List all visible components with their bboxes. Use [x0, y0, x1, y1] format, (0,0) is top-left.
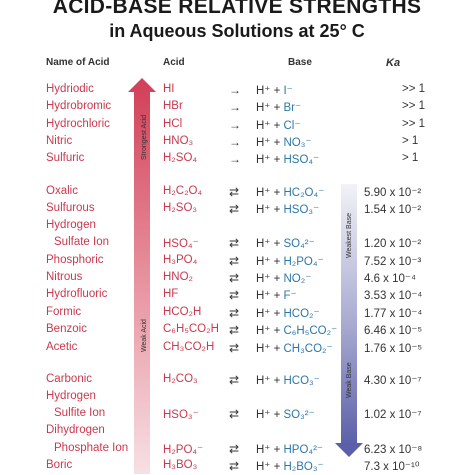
conjugate-base [256, 373, 320, 387]
table-row [0, 323, 474, 339]
acid-name: Dihydrogen [46, 424, 105, 436]
acid-name: Carbonic [46, 373, 93, 385]
weak-acid-label: Weak Acid [141, 319, 148, 352]
proton-label: H⁺ + [256, 120, 284, 132]
reaction-arrow-icon: ⇄ [229, 341, 240, 355]
table-row [0, 135, 474, 151]
acid-formula: H₂C₂O₄ [163, 185, 203, 197]
reaction-arrow-icon: ⇄ [229, 323, 240, 337]
reaction-arrow-icon: ⇄ [229, 373, 240, 387]
reaction-arrow-icon: ⇄ [229, 236, 240, 250]
conjugate-base [256, 236, 315, 250]
base-formula: Cl⁻ [283, 120, 301, 132]
reaction-arrow-icon: ⇄ [229, 185, 240, 199]
acid-formula: H₂CO₃ [163, 373, 198, 385]
proton-label: H⁺ + [256, 85, 284, 97]
acid-name: Sulfuric [46, 152, 85, 164]
proton-label: H⁺ + [256, 308, 284, 320]
acid-name: Hydrofluoric [46, 288, 108, 300]
proton-label: H⁺ + [256, 137, 284, 149]
ka-value: 4.6 x 10⁻⁴ [364, 273, 416, 285]
ka-value: 3.53 x 10⁻⁴ [364, 290, 423, 302]
proton-label: H⁺ + [256, 273, 284, 285]
proton-label: H⁺ + [256, 187, 284, 199]
conjugate-base [256, 407, 315, 421]
proton-label: H⁺ + [256, 238, 284, 250]
weakest-base-label: Weakest Base [346, 212, 353, 258]
conjugate-base [256, 341, 333, 355]
proton-label: H⁺ + [256, 204, 284, 216]
acid-name: Sulfite Ion [54, 407, 106, 419]
acid-name: Phosphate Ion [54, 442, 129, 454]
proton-label: H⁺ + [256, 325, 284, 337]
proton-label: H⁺ + [256, 343, 284, 355]
reaction-arrow-icon: ⇄ [229, 271, 240, 285]
acid-name: Hydrochloric [46, 118, 110, 130]
ka-value: 7.52 x 10⁻³ [364, 256, 422, 268]
acid-formula: HI [163, 83, 175, 95]
acid-name: Sulfate Ion [54, 236, 109, 248]
acid-formula: HSO₄⁻ [163, 238, 199, 250]
ka-value: 1.76 x 10⁻⁵ [364, 343, 423, 355]
conjugate-base [256, 202, 319, 216]
conjugate-base [256, 323, 337, 337]
ka-value: 6.23 x 10⁻⁸ [364, 444, 423, 456]
acid-formula: C₆H₅CO₂H [163, 323, 219, 335]
table-row [0, 390, 474, 406]
base-formula: HCO₂⁻ [283, 308, 320, 320]
table-row [0, 202, 474, 218]
acid-name: Hydrogen [46, 390, 96, 402]
ka-value: 1.20 x 10⁻² [364, 238, 422, 250]
base-formula: HSO₃⁻ [283, 204, 320, 216]
reaction-arrow-icon: ⇄ [229, 407, 240, 421]
acid-name: Sulfurous [46, 202, 95, 214]
acid-name: Phosphoric [46, 254, 104, 266]
conjugate-base [256, 442, 323, 456]
conjugate-base [256, 152, 319, 166]
header-acid: Acid [163, 57, 185, 68]
reaction-arrow-icon: ⇄ [229, 306, 240, 320]
acid-formula: CH₃CO₂H [163, 341, 215, 353]
conjugate-base [256, 100, 301, 114]
acid-formula: HNO₃ [163, 135, 194, 147]
base-formula: HSO₄⁻ [283, 154, 320, 166]
table-row [0, 236, 474, 252]
proton-label: H⁺ + [256, 256, 284, 268]
reaction-arrow-icon: → [229, 118, 241, 132]
acid-formula: H₃BO₃ [163, 459, 198, 471]
conjugate-base [256, 271, 311, 285]
table-row [0, 152, 474, 168]
acid-name: Oxalic [46, 185, 78, 197]
proton-label: H⁺ + [256, 290, 284, 302]
proton-label: H⁺ + [256, 444, 284, 456]
base-formula: HC₂O₄⁻ [283, 187, 325, 199]
conjugate-base [256, 459, 324, 473]
proton-label: H⁺ + [256, 375, 284, 387]
acid-name: Formic [46, 306, 82, 318]
conjugate-base [256, 118, 300, 132]
base-formula: HPO₄²⁻ [283, 444, 323, 456]
acid-name: Acetic [46, 341, 78, 353]
reaction-arrow-icon: ⇄ [229, 254, 240, 268]
ka-value: 7.3 x 10⁻¹⁰ [364, 461, 420, 473]
acid-formula: HF [163, 288, 179, 300]
acid-name: Benzoic [46, 323, 87, 335]
conjugate-base [256, 185, 324, 199]
base-formula: SO₄²⁻ [283, 238, 315, 250]
ka-value: >> 1 [402, 83, 426, 95]
acid-formula: H₂SO₃ [163, 202, 198, 214]
ka-value: 1.54 x 10⁻² [364, 204, 422, 216]
conjugate-base [256, 135, 312, 149]
ka-value: 6.46 x 10⁻⁵ [364, 325, 423, 337]
conjugate-base [256, 83, 293, 97]
acid-formula: HNO₂ [163, 271, 194, 283]
table-row [0, 100, 474, 116]
table-row [0, 407, 474, 423]
acid-name: Hydrobromic [46, 100, 112, 112]
reaction-arrow-icon: → [229, 100, 241, 114]
table-row [0, 459, 474, 475]
table-row [0, 83, 474, 99]
table-row [0, 424, 474, 440]
reaction-arrow-icon: ⇄ [229, 459, 240, 473]
table-row [0, 306, 474, 322]
table-row [0, 271, 474, 287]
table-row [0, 118, 474, 134]
base-formula: I⁻ [283, 85, 293, 97]
acid-formula: HSO₃⁻ [163, 409, 199, 421]
base-formula: HCO₃⁻ [283, 375, 320, 387]
acid-formula: H₂PO₄⁻ [163, 444, 204, 456]
header-ka: Ka [386, 57, 401, 69]
acid-name: Hydrogen [46, 219, 96, 231]
base-formula: NO₂⁻ [283, 273, 312, 285]
ka-value: >> 1 [402, 100, 426, 112]
reaction-arrow-icon: → [229, 83, 241, 97]
proton-label: H⁺ + [256, 102, 284, 114]
table-row [0, 373, 474, 389]
strongest-acid-label: Strongest Acid [141, 114, 148, 160]
table-row [0, 442, 474, 458]
proton-label: H⁺ + [256, 154, 284, 166]
conjugate-base [256, 254, 324, 268]
acid-formula: H₃PO₄ [163, 254, 198, 266]
acid-formula: HBr [163, 100, 183, 112]
table-row [0, 254, 474, 270]
proton-label: H⁺ + [256, 409, 284, 421]
acid-name: Nitric [46, 135, 73, 147]
reaction-arrow-icon: ⇄ [229, 288, 240, 302]
weak-base-label: Weak Base [346, 362, 353, 398]
table-row [0, 288, 474, 304]
conjugate-base [256, 306, 320, 320]
ka-value: 5.90 x 10⁻² [364, 187, 422, 199]
table-row [0, 185, 474, 201]
reaction-arrow-icon: → [229, 135, 241, 149]
ka-value: 1.02 x 10⁻⁷ [364, 409, 422, 421]
table-row [0, 219, 474, 235]
base-formula: H₂PO₄⁻ [283, 256, 324, 268]
ka-value: >> 1 [402, 118, 426, 130]
acid-name: Boric [46, 459, 73, 471]
acid-formula: H₂SO₄ [163, 152, 198, 164]
base-formula: NO₃⁻ [283, 137, 312, 149]
reaction-arrow-icon: ⇄ [229, 442, 240, 456]
header-base: Base [288, 57, 312, 68]
base-formula: Br⁻ [283, 102, 302, 114]
reaction-arrow-icon: ⇄ [229, 202, 240, 216]
acid-name: Nitrous [46, 271, 83, 283]
acid-formula: HCO₂H [163, 306, 202, 318]
ka-value: > 1 [402, 152, 419, 164]
acid-name: Hydriodic [46, 83, 94, 95]
conjugate-base [256, 288, 297, 302]
base-formula: F⁻ [283, 290, 297, 302]
base-formula: SO₃²⁻ [283, 409, 315, 421]
ka-value: 4.30 x 10⁻⁷ [364, 375, 422, 387]
header-name: Name of Acid [46, 57, 110, 68]
proton-label: H⁺ + [256, 461, 284, 473]
base-formula: H₂BO₃⁻ [283, 461, 324, 473]
base-formula: CH₃CO₂⁻ [283, 343, 333, 355]
acid-formula: HCl [163, 118, 183, 130]
table-row [0, 341, 474, 357]
page-title: ACID-BASE RELATIVE STRENGTHS [52, 0, 422, 18]
reaction-arrow-icon: → [229, 152, 241, 166]
ka-value: > 1 [402, 135, 419, 147]
page-subtitle: in Aqueous Solutions at 25° C [109, 21, 365, 41]
ka-value: 1.77 x 10⁻⁴ [364, 308, 423, 320]
base-formula: C₆H₅CO₂⁻ [283, 325, 338, 337]
